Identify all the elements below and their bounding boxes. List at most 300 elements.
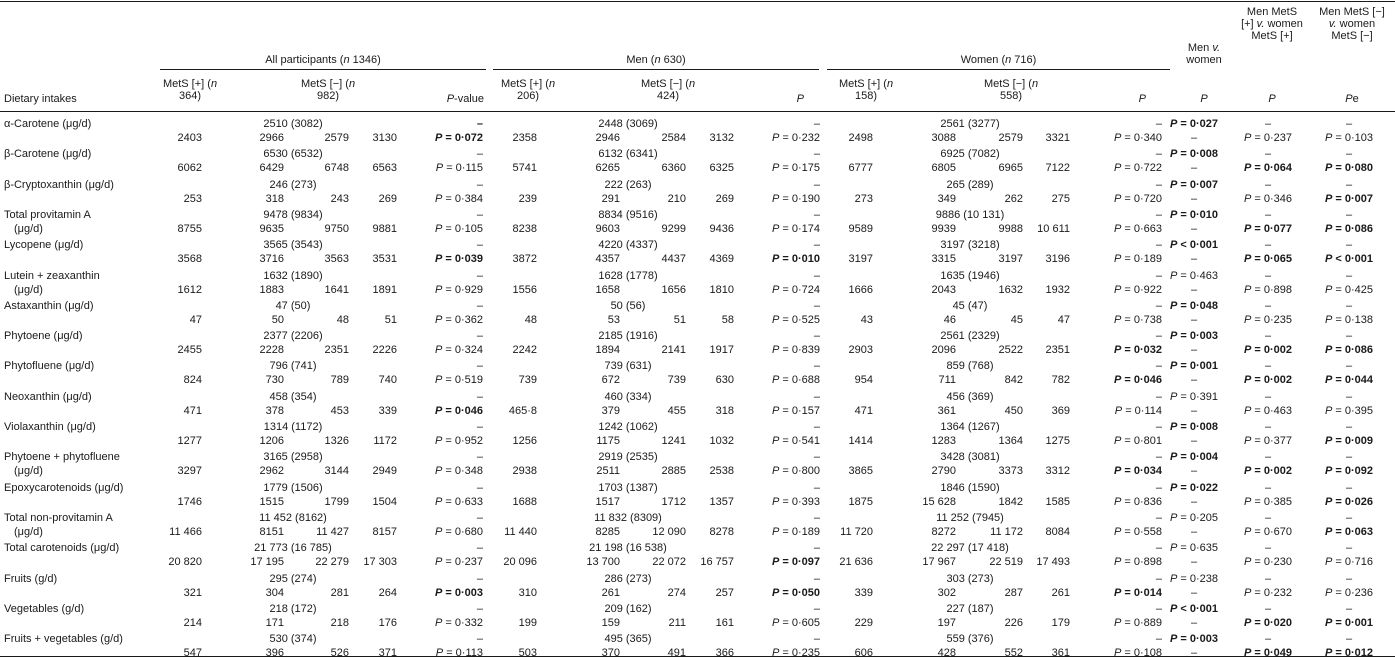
p-value: P = 0·230 <box>1243 556 1292 569</box>
p-value: P = 0·801 <box>1113 435 1162 447</box>
table-cell: 842 <box>1004 374 1023 387</box>
mean-sd-value: 2561 (3277) <box>940 118 1000 130</box>
table-cell: 9635 <box>259 222 284 235</box>
mean-sd-value: 1314 (1172) <box>263 421 323 433</box>
table-cell: 6965 <box>998 162 1023 175</box>
table-cell: 10 611 <box>1037 222 1070 235</box>
p-value: P = 0·898 <box>1243 283 1292 296</box>
table-cell: 210 <box>667 192 686 205</box>
table-cell: 740 <box>378 374 397 387</box>
mean-sd-value: 222 (263) <box>604 178 652 191</box>
p-value-top: – <box>1155 511 1162 524</box>
table-cell: 239 <box>518 192 537 205</box>
table-cell: 1357 <box>709 495 734 508</box>
table-cell: 3197 <box>998 253 1023 266</box>
table-cell: 3321 <box>1045 132 1070 144</box>
p-value-top: – <box>1264 299 1272 312</box>
p-value: P = 0·232 <box>771 132 820 144</box>
table-cell: 2498 <box>848 132 873 144</box>
p-value-top: – <box>476 360 483 373</box>
p-value: P = 0·324 <box>434 344 483 357</box>
table-cell: 261 <box>601 586 620 599</box>
p-value-top: – <box>1345 572 1353 585</box>
p-value: P = 0·086 <box>1324 344 1373 357</box>
p-value-top: – <box>1155 572 1162 585</box>
table-cell: 1175 <box>596 435 620 447</box>
table-cell: 11 440 <box>504 525 537 538</box>
table-cell: 2351 <box>324 344 349 357</box>
table-cell: 1172 <box>373 435 397 447</box>
table-cell: 606 <box>854 647 873 660</box>
p-value: P = 0·836 <box>1113 495 1162 508</box>
table-cell: 9939 <box>931 222 956 235</box>
p-value: P = 0·007 <box>1324 192 1373 205</box>
mean-sd-value: 456 (369) <box>946 390 994 403</box>
table-cell: 453 <box>330 404 349 417</box>
mean-sd-value: 2919 (2535) <box>598 451 658 464</box>
table-cell: 954 <box>854 374 873 387</box>
table-cell: – <box>1190 344 1198 357</box>
mean-sd-value: 295 (274) <box>269 572 317 585</box>
table-cell: – <box>1190 253 1198 266</box>
table-cell: 2790 <box>931 465 956 478</box>
table-cell: 547 <box>183 647 202 660</box>
p-value: P = 0·839 <box>771 344 820 357</box>
table-cell: 1612 <box>177 283 202 296</box>
p-value-top: P < 0·001 <box>1169 602 1218 615</box>
table-cell: 253 <box>183 192 202 205</box>
p-value-top: – <box>1264 148 1272 161</box>
p-value-top: – <box>1155 178 1162 191</box>
mean-sd-value: 3428 (3081) <box>940 451 1000 464</box>
mean-sd-value: 11 832 (8309) <box>594 511 662 524</box>
mean-sd-value: 50 (56) <box>610 299 646 312</box>
table-cell: 3568 <box>177 253 202 266</box>
table-cell: 229 <box>854 616 873 629</box>
p-value-top: – <box>1264 511 1272 524</box>
p-value-top: – <box>1155 390 1162 403</box>
table-cell: 378 <box>265 404 284 417</box>
table-cell: 3144 <box>324 465 349 478</box>
p-value: P = 0·012 <box>1324 647 1373 660</box>
table-cell: 321 <box>183 586 202 599</box>
table-cell: 9881 <box>372 222 397 235</box>
table-cell: 47 <box>1057 313 1070 326</box>
table-cell: 2226 <box>372 344 397 357</box>
p-value: P = 0·393 <box>771 495 820 508</box>
table-cell: – <box>1190 192 1198 205</box>
p-value-top: – <box>1264 542 1272 555</box>
p-value: P = 0·092 <box>1324 465 1373 478</box>
header-men-mets-plus-v-women: Men MetS [+] v. women MetS [+] <box>1241 6 1303 42</box>
table-cell: – <box>1190 465 1198 478</box>
p-value-top: P = 0·004 <box>1169 451 1218 464</box>
row-label: Total provitamin A <box>4 208 91 221</box>
table-cell: 3373 <box>998 465 1023 478</box>
table-cell: 2096 <box>931 344 956 357</box>
header-men: Men (n 630) <box>626 54 686 66</box>
table-cell: 711 <box>938 374 956 387</box>
mean-sd-value: 495 (365) <box>604 633 652 646</box>
table-cell: – <box>1190 283 1198 296</box>
table-cell: 2358 <box>512 132 537 144</box>
mean-sd-value: 9886 (10 131) <box>935 208 1005 221</box>
table-cell: 9988 <box>998 222 1023 235</box>
p-value: P = 0·738 <box>1113 313 1162 326</box>
p-value-top: – <box>813 299 820 312</box>
p-value: P = 0·020 <box>1243 616 1292 629</box>
table-cell: 22 279 <box>315 556 349 569</box>
table-cell: 20 820 <box>168 556 202 569</box>
table-cell: 1632 <box>998 283 1023 296</box>
p-value: P = 0·077 <box>1243 222 1292 235</box>
p-value-top: – <box>1345 239 1353 252</box>
header-women-mets-plus: MetS [+] (n 158) <box>838 78 894 102</box>
p-value-top: – <box>813 208 820 221</box>
row-label: Fruits (g/d) <box>4 572 58 585</box>
p-value-top: – <box>1155 542 1162 555</box>
p-value-top: – <box>1345 542 1353 555</box>
row-label: Phytofluene (μg/d) <box>4 360 95 373</box>
table-cell: – <box>1190 586 1198 599</box>
table-cell: 450 <box>1004 404 1023 417</box>
p-value: P = 0·105 <box>434 222 483 235</box>
table-cell: 179 <box>1051 616 1070 629</box>
p-value: P = 0·922 <box>1113 283 1162 296</box>
mean-sd-value: 739 (631) <box>604 360 652 373</box>
p-value: P = 0·952 <box>434 435 483 447</box>
p-value-top: – <box>476 118 483 130</box>
p-value-top: P = 0·238 <box>1169 572 1218 585</box>
p-value-top: – <box>813 330 820 343</box>
p-value-top: – <box>1264 118 1272 130</box>
table-cell: 1283 <box>931 435 956 447</box>
mean-sd-value: 9478 (9834) <box>263 208 323 221</box>
spanner-rule-all <box>160 69 486 70</box>
p-value-top: – <box>1345 148 1353 161</box>
p-value-top: P = 0·003 <box>1169 633 1218 646</box>
table-cell: 739 <box>667 374 686 387</box>
table-cell: 7122 <box>1045 162 1070 175</box>
header-all-p: P-value <box>446 93 484 105</box>
p-value-top: – <box>813 239 820 252</box>
p-value-top: – <box>1345 421 1353 433</box>
p-value-top: P = 0·007 <box>1169 178 1218 191</box>
p-value-top: – <box>1155 118 1162 130</box>
row-label: Total carotenoids (μg/d) <box>4 542 120 555</box>
mean-sd-value: 559 (376) <box>946 633 994 646</box>
p-value-top: – <box>1345 481 1353 494</box>
table-cell: 1894 <box>595 344 620 357</box>
table-cell: 1364 <box>998 435 1023 447</box>
table-cell: 2228 <box>259 344 284 357</box>
p-value-top: – <box>476 269 483 282</box>
row-label: (μg/d) <box>14 465 43 478</box>
row-label: β-Cryptoxanthin (μg/d) <box>4 178 114 191</box>
p-value-top: – <box>1345 269 1353 282</box>
table-cell: 2938 <box>512 465 537 478</box>
table-cell: 199 <box>518 616 537 629</box>
table-cell: 1810 <box>709 283 734 296</box>
table-cell: – <box>1190 222 1198 235</box>
table-cell: – <box>1190 616 1198 629</box>
table-cell: 1712 <box>661 495 686 508</box>
table-cell: 1517 <box>595 495 620 508</box>
p-value-top: P = 0·205 <box>1169 511 1218 524</box>
table-cell: 2584 <box>661 132 686 144</box>
table-cell: 370 <box>601 647 620 660</box>
p-value-top: – <box>1345 451 1353 464</box>
p-value-top: – <box>1155 481 1162 494</box>
p-value: P = 0·362 <box>434 313 483 326</box>
table-cell: 1256 <box>512 435 537 447</box>
p-value-top: – <box>1155 208 1162 221</box>
table-cell: 6777 <box>848 162 873 175</box>
mean-sd-value: 2185 (1916) <box>598 330 658 343</box>
table-cell: 159 <box>601 616 620 629</box>
p-value: P = 0·720 <box>1113 192 1162 205</box>
p-value: P = 0·175 <box>771 162 820 175</box>
p-value: P = 0·174 <box>771 222 820 235</box>
row-label: Phytoene + phytofluene <box>4 451 120 464</box>
p-value: P = 0·046 <box>434 404 483 417</box>
table-cell: 20 096 <box>503 556 537 569</box>
p-value: P = 0·014 <box>1113 586 1162 599</box>
table-cell: 53 <box>607 313 620 326</box>
p-value-top: – <box>813 542 820 555</box>
row-label: α-Carotene (μg/d) <box>4 118 92 130</box>
mean-sd-value: 6132 (6341) <box>598 148 658 161</box>
table-cell: 349 <box>937 192 956 205</box>
table-cell: 2455 <box>177 344 202 357</box>
mean-sd-value: 47 (50) <box>275 299 311 312</box>
mean-sd-value: 2377 (2206) <box>263 330 323 343</box>
p-value-top: – <box>476 330 483 343</box>
p-value-top: – <box>476 208 483 221</box>
p-value: P = 0·525 <box>771 313 820 326</box>
table-cell: 824 <box>183 374 202 387</box>
p-value: P = 0·097 <box>771 556 820 569</box>
p-value-top: – <box>1264 360 1272 373</box>
mean-sd-value: 2561 (2329) <box>940 330 1000 343</box>
p-value-top: – <box>1345 633 1353 646</box>
p-value: P = 0·377 <box>1243 435 1292 447</box>
p-value: P = 0·039 <box>434 253 483 266</box>
table-cell: 1746 <box>177 495 202 508</box>
p-value-top: – <box>1264 451 1272 464</box>
header-men-mets-minus-v-women: Men MetS [−] v. women MetS [−] <box>1319 6 1385 42</box>
table-cell: 2242 <box>512 344 537 357</box>
table-cell: 789 <box>330 374 349 387</box>
header-all-participants: All participants (n 1346) <box>265 54 381 66</box>
table-cell: 1917 <box>709 344 734 357</box>
table-cell: 455 <box>667 404 686 417</box>
table-cell: 366 <box>715 647 734 660</box>
table-cell: 17 493 <box>1036 556 1070 569</box>
p-value: P = 0·340 <box>1113 132 1162 144</box>
p-value-top: P = 0·010 <box>1169 208 1218 221</box>
table-cell: 43 <box>860 313 873 326</box>
p-value-top: – <box>476 542 483 555</box>
table-cell: 9299 <box>661 222 686 235</box>
table-cell: 45 <box>1010 313 1023 326</box>
p-value-top: – <box>476 421 483 433</box>
p-value: P = 0·384 <box>434 192 483 205</box>
p-value: P = 0·108 <box>1113 647 1162 660</box>
row-label: (μg/d) <box>14 283 43 296</box>
table-cell: 269 <box>378 192 397 205</box>
p-value: P = 0·663 <box>1113 222 1162 235</box>
table-cell: 17 195 <box>250 556 284 569</box>
p-value-top: – <box>813 269 820 282</box>
row-label: (μg/d) <box>14 525 43 538</box>
table-cell: 5741 <box>512 162 537 175</box>
table-cell: – <box>1190 647 1198 660</box>
p-value-top: – <box>476 511 483 524</box>
p-value-top: – <box>476 572 483 585</box>
table-cell: 2403 <box>177 132 202 144</box>
mean-sd-value: 11 252 (7945) <box>936 511 1004 524</box>
table-cell: 1206 <box>259 435 284 447</box>
table-cell: 1585 <box>1045 495 1070 508</box>
table-cell: 161 <box>715 616 734 629</box>
table-cell: 9750 <box>324 222 349 235</box>
p-value: P = 0·633 <box>434 495 483 508</box>
table-cell: 310 <box>518 586 537 599</box>
header-p-men-v-women: P <box>1200 93 1208 105</box>
p-value: P = 0·049 <box>1243 647 1292 660</box>
header-women: Women (n 716) <box>960 54 1037 66</box>
mean-sd-value: 458 (354) <box>269 390 317 403</box>
header-all-mets-plus: MetS [+] (n 364) <box>162 78 218 102</box>
p-value-top: – <box>813 178 820 191</box>
table-cell: 1641 <box>324 283 349 296</box>
p-value-top: P = 0·048 <box>1169 299 1218 312</box>
table-cell: 396 <box>265 647 284 660</box>
p-value-top: – <box>1155 299 1162 312</box>
table-cell: 1504 <box>372 495 397 508</box>
p-value: P = 0·138 <box>1324 313 1373 326</box>
table-cell: 4357 <box>595 253 620 266</box>
table-cell: 197 <box>937 616 956 629</box>
mean-sd-value: 6925 (7082) <box>940 148 1000 161</box>
table-cell: 1883 <box>259 283 284 296</box>
table-cell: 8755 <box>177 222 202 235</box>
p-value: P = 0·003 <box>434 586 483 599</box>
table-cell: 8151 <box>259 525 284 538</box>
table-cell: 1799 <box>324 495 349 508</box>
mean-sd-value: 8834 (9516) <box>598 208 658 221</box>
table-cell: 1875 <box>848 495 873 508</box>
p-value: P = 0·670 <box>1243 525 1292 538</box>
table-cell: 8084 <box>1045 525 1070 538</box>
mean-sd-value: 21 773 (16 785) <box>254 542 332 555</box>
table-cell: 318 <box>265 192 284 205</box>
p-value-top: – <box>1345 360 1353 373</box>
table-cell: 51 <box>673 313 686 326</box>
table-cell: 6748 <box>324 162 349 175</box>
table-cell: 3132 <box>709 132 734 144</box>
p-value: P = 0·189 <box>771 525 820 538</box>
table-cell: 50 <box>271 313 284 326</box>
table-cell: 1658 <box>595 283 620 296</box>
table-cell: 3865 <box>848 465 873 478</box>
table-cell: 22 072 <box>652 556 686 569</box>
table-cell: 318 <box>715 404 734 417</box>
table-cell: 739 <box>518 374 537 387</box>
header-p-mets-plus: P <box>1268 93 1276 105</box>
table-cell: 2949 <box>372 465 397 478</box>
table-cell: 2351 <box>1045 344 1070 357</box>
p-value: P = 0·236 <box>1324 586 1373 599</box>
table-cell: 361 <box>937 404 956 417</box>
table-cell: 2579 <box>998 132 1023 144</box>
table-cell: 22 519 <box>989 556 1023 569</box>
table-cell: 8157 <box>372 525 397 538</box>
p-value-top: – <box>1264 239 1272 252</box>
table-cell: 730 <box>265 374 284 387</box>
p-value: P = 0·086 <box>1324 222 1373 235</box>
row-label: Neoxanthin (μg/d) <box>4 390 92 403</box>
table-cell: 8285 <box>595 525 620 538</box>
header-men-mets-minus: MetS [−] (n 424) <box>640 78 696 102</box>
p-value-top: – <box>1264 633 1272 646</box>
table-cell: – <box>1190 495 1198 508</box>
p-value: P = 0·115 <box>435 162 483 175</box>
header-men-mets-plus: MetS [+] (n 206) <box>500 78 556 102</box>
table-cell: 2885 <box>661 465 686 478</box>
table-cell: 8278 <box>709 525 734 538</box>
table-cell: 302 <box>937 586 956 599</box>
table-cell: – <box>1190 162 1198 175</box>
table-cell: 12 090 <box>652 525 686 538</box>
table-cell: 1241 <box>661 435 686 447</box>
mean-sd-value: 859 (768) <box>946 360 994 373</box>
table-cell: 17 967 <box>922 556 956 569</box>
p-value: P = 0·716 <box>1324 556 1373 569</box>
mean-sd-value: 303 (273) <box>946 572 994 585</box>
table-cell: 2966 <box>259 132 284 144</box>
mean-sd-value: 1632 (1890) <box>263 269 323 282</box>
table-cell: 630 <box>715 374 734 387</box>
table-cell: 214 <box>183 616 202 629</box>
table-cell: 226 <box>1004 616 1023 629</box>
mean-sd-value: 1628 (1778) <box>598 269 658 282</box>
table-cell: 1032 <box>709 435 734 447</box>
p-value-top: – <box>1264 572 1272 585</box>
p-value-top: P = 0·008 <box>1169 148 1218 161</box>
mean-sd-value: 530 (374) <box>269 633 317 646</box>
table-cell: 1556 <box>512 283 537 296</box>
table-cell: 428 <box>937 647 956 660</box>
table-cell: 4369 <box>709 253 734 266</box>
mean-sd-value: 1779 (1506) <box>263 481 323 494</box>
header-women-p: P <box>1138 93 1146 105</box>
table-cell: 491 <box>667 647 686 660</box>
table-cell: 6265 <box>595 162 620 175</box>
p-value: P = 0·026 <box>1324 495 1373 508</box>
table-cell: 13 700 <box>586 556 620 569</box>
p-value-top: – <box>1264 178 1272 191</box>
p-value-top: – <box>1345 390 1353 403</box>
table-cell: 3531 <box>372 253 397 266</box>
table-cell: 471 <box>854 404 873 417</box>
table-cell: 503 <box>518 647 537 660</box>
mean-sd-value: 1703 (1387) <box>598 481 658 494</box>
mean-sd-value: 2448 (3069) <box>598 118 658 130</box>
table-cell: 2141 <box>661 344 686 357</box>
p-value-top: – <box>1155 239 1162 252</box>
